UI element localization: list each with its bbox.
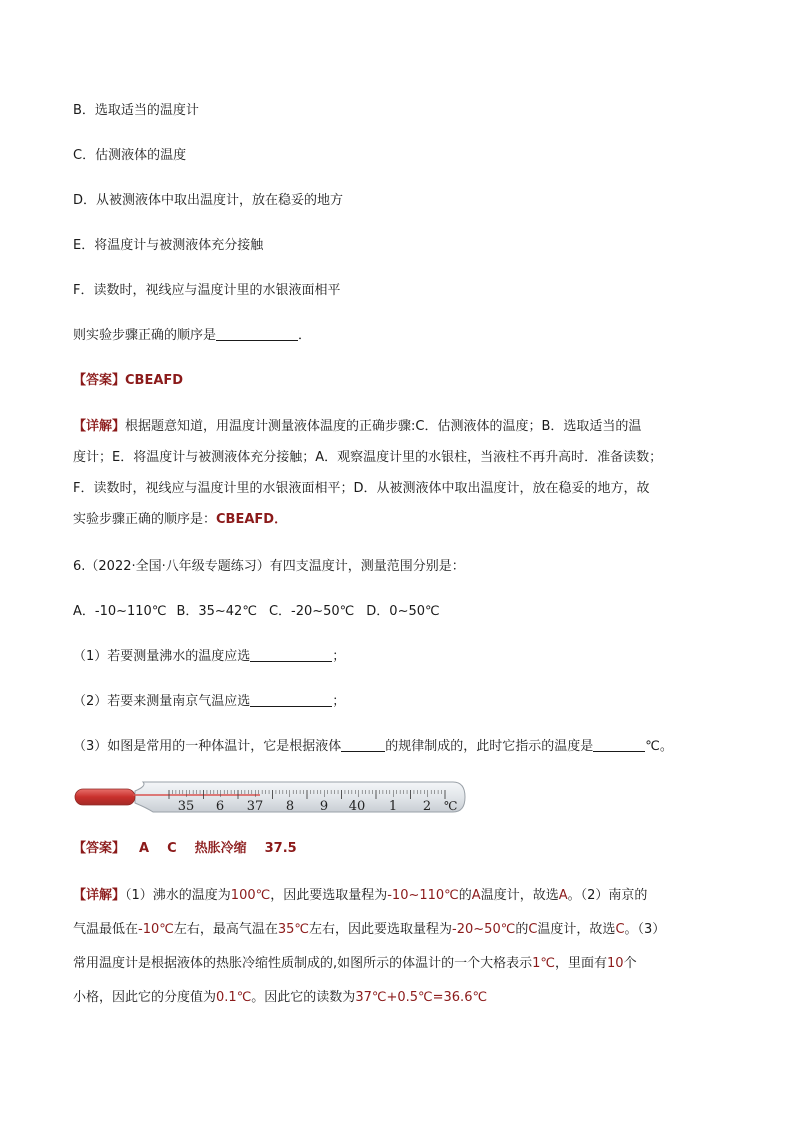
scale-label: 37 — [246, 799, 264, 814]
q6-sub3-blank-b[interactable] — [593, 737, 645, 752]
highlight-value: -10~110℃ — [387, 888, 459, 903]
detail-text: 的 — [515, 922, 529, 937]
detail-text: 小格，因此它的分度值为 — [73, 990, 217, 1005]
range-a: A．-10~110℃ — [73, 604, 167, 619]
q6-answer-1: A — [139, 841, 150, 856]
q5-prompt-prefix: 则实验步骤正确的顺序是 — [73, 328, 217, 343]
thermometer-bulb — [75, 789, 135, 805]
range-d: D．0~50℃ — [366, 604, 440, 619]
highlight-value: 10 — [607, 956, 624, 971]
option-f: F．读数时，视线应与温度计里的水银液面相平 — [73, 283, 341, 298]
q6-detail-line — [73, 947, 733, 981]
highlight-value: -20~50℃ — [452, 922, 516, 937]
q5-detail-line: F．读数时，视线应与温度计里的水银液面相平；D．从被测液体中取出温度计，放在稳妥的地方，故 — [73, 481, 650, 496]
highlight-value: A — [558, 888, 568, 903]
q6-source: （2022·全国·八年级专题练习） — [85, 559, 270, 574]
scale-label: 1 — [388, 799, 398, 814]
detail-text: ，因此要选取量程为 — [270, 888, 388, 903]
scale-label: 9 — [319, 799, 329, 814]
q5-detail-line: 度计；E．将温度计与被测液体充分接触；A．观察温度计里的水银柱，当液柱不再升高时．准备读数； — [73, 450, 663, 465]
highlight-value: A — [471, 888, 481, 903]
option-b: B．选取适当的温度计 — [73, 103, 199, 118]
q6-sub3-blank-a[interactable] — [341, 737, 385, 752]
q6-sub3: （3）如图是常用的一种体温计，它是根据液体 的规律制成的，此时它指示的温度是 ℃。 — [73, 739, 673, 754]
highlight-value: 37℃+0.5℃=36.6℃ — [355, 990, 488, 1005]
detail-text: 。因此它的读数为 — [251, 990, 356, 1005]
q6-answer-3: 热胀冷缩 — [194, 841, 247, 856]
q6-number: 6. — [73, 559, 86, 574]
q5-detail-line: 实验步骤正确的顺序是：CBEAFD． — [73, 512, 288, 527]
detail-text: （1）沸水的温度为 — [125, 888, 231, 903]
scale-label: 2 — [422, 799, 432, 814]
detail-text: 的 — [458, 888, 472, 903]
detail-text: 左右，最高气温在 — [173, 922, 278, 937]
highlight-value: 35℃ — [277, 922, 310, 937]
option-e: E．将温度计与被测液体充分接触 — [73, 238, 264, 253]
detail-text: 个 — [623, 956, 637, 971]
q6-ranges — [73, 602, 440, 622]
scale-unit: ℃ — [444, 799, 458, 813]
q5-answer-tag: 【答案】 — [73, 373, 126, 388]
q6-detail-line — [73, 913, 733, 947]
highlight-value: -10℃ — [138, 922, 174, 937]
detail-text: 常用温度计是根据液体的热胀冷缩性质制成的,如图所示的体温计的一个大格表示 — [73, 956, 533, 971]
q5-prompt-suffix: ． — [298, 328, 312, 343]
q5-detail — [73, 411, 733, 535]
q6-detail-tag: 【详解】 — [73, 888, 126, 903]
q6-answer-4: 37.5 — [264, 841, 297, 856]
scale-label: 6 — [215, 799, 225, 814]
option-d: D．从被测液体中取出温度计，放在稳妥的地方 — [73, 193, 344, 208]
detail-text: 温度计，故选 — [480, 888, 559, 903]
highlight-value: C — [528, 922, 538, 937]
q5-answer-blank[interactable] — [216, 326, 298, 341]
range-c: C．-20~50℃ — [268, 604, 355, 619]
highlight-value: 0.1℃ — [216, 990, 252, 1005]
q5-detail-final: CBEAFD． — [216, 512, 288, 527]
option-c: C．估测液体的温度 — [73, 148, 187, 163]
q6-detail-line — [73, 981, 733, 1015]
detail-text: 。（3） — [624, 922, 666, 937]
q5-detail-line: 【详解】根据题意知道，用温度计测量液体温度的正确步骤:C．估测液体的温度；B．选取适当的温 — [73, 419, 642, 434]
detail-text: ，里面有 — [555, 956, 608, 971]
q6-detail-line — [73, 879, 733, 913]
range-b: B．35~42℃ — [176, 604, 257, 619]
detail-text: 左右，因此要选取量程为 — [309, 922, 453, 937]
q6-sub1-blank[interactable] — [250, 647, 332, 662]
highlight-value: 1℃ — [532, 956, 556, 971]
q6-answer-2: C — [167, 841, 177, 856]
scale-label: 40 — [348, 799, 366, 814]
highlight-value: C — [615, 922, 625, 937]
q6-stem-text: 有四支温度计，测量范围分别是： — [269, 559, 465, 574]
detail-text: 。（2）南京的 — [567, 888, 648, 903]
q5-detail-tag: 【详解】 — [73, 419, 126, 434]
q6-sub2-blank[interactable] — [250, 692, 332, 707]
q6-sub2: （2）若要来测量南京气温应选 ； — [73, 694, 346, 709]
q6-answer-tag: 【答案】 — [73, 841, 126, 856]
q5-answer-value: CBEAFD — [125, 373, 184, 388]
detail-text: 气温最低在 — [73, 922, 139, 937]
thermometer-illustration — [73, 778, 469, 816]
detail-text: 温度计，故选 — [537, 922, 616, 937]
q5-answer — [73, 371, 183, 391]
q6-detail — [73, 879, 733, 1015]
q6-stem — [73, 557, 465, 577]
scale-label: 35 — [177, 799, 195, 814]
q6-answer — [73, 839, 297, 859]
q6-sub1: （1）若要测量沸水的温度应选 ； — [73, 649, 346, 664]
scale-label: 8 — [285, 799, 295, 814]
q5-prompt — [73, 326, 311, 346]
highlight-value: 100℃ — [230, 888, 271, 903]
